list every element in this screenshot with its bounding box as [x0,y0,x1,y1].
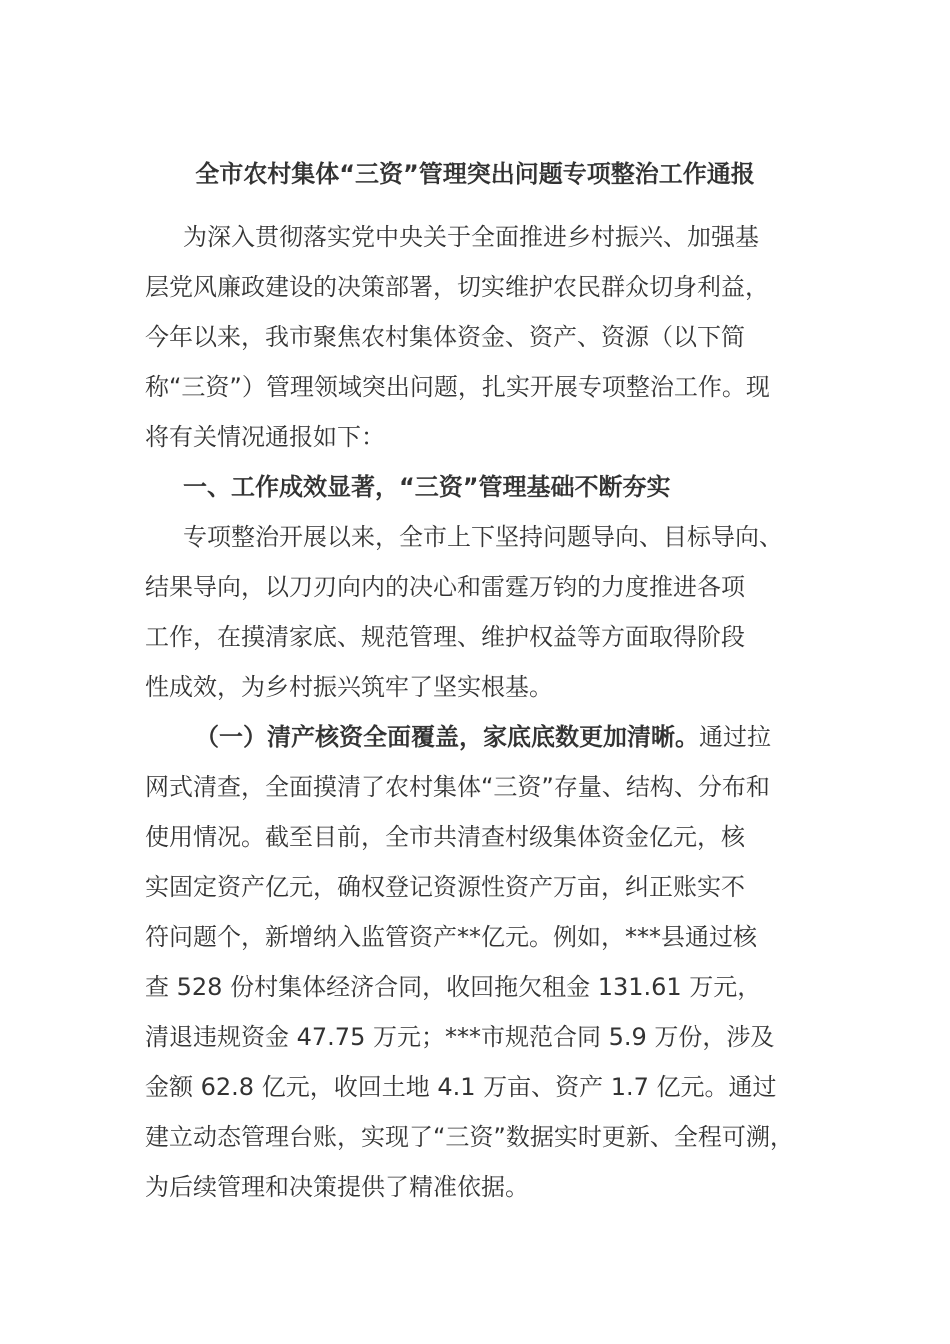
paragraph-line: 将有关情况通报如下： [145,423,385,451]
paragraph-line: 性成效，为乡村振兴筑牢了坚实根基。 [145,673,553,701]
paragraph-line: 为后续管理和决策提供了精准依据。 [145,1173,529,1201]
section-heading-text: 一、工作成效显著，“三资”管理基础不断夯实 [183,473,671,501]
subsection-paragraph [145,712,825,1212]
paragraph-line: 工作，在摸清家底、规范管理、维护权益等方面取得阶段 [145,623,745,651]
paragraph-line: 建立动态管理台账，实现了“三资”数据实时更新、全程可溯， [145,1123,794,1151]
intro-paragraph [145,212,825,462]
document-title: 全市农村集体“三资”管理突出问题专项整治工作通报 [195,160,755,188]
subsection-first-tail: 通过拉 [699,723,771,751]
paragraph-line: 实固定资产亿元，确权登记资源性资产万亩，纠正账实不 [145,873,745,901]
section-heading [145,462,825,512]
paragraph-line: 网式清查，全面摸清了农村集体“三资”存量、结构、分布和 [145,773,770,801]
section-paragraph [145,512,825,712]
paragraph-line: 查 528 份村集体经济合同，收回拖欠租金 131.61 万元， [145,973,762,1001]
paragraph-line: 结果导向，以刀刃向内的决心和雷霆万钧的力度推进各项 [145,573,745,601]
paragraph-line: 使用情况。截至目前，全市共清查村级集体资金亿元，核 [145,823,745,851]
paragraph-line: 为深入贯彻落实党中央关于全面推进乡村振兴、加强基 [183,223,759,251]
paragraph-line: 称“三资”）管理领域突出问题，扎实开展专项整治工作。现 [145,373,770,401]
paragraph-line: 今年以来，我市聚焦农村集体资金、资产、资源（以下简 [145,323,745,351]
paragraph-line: 清退违规资金 47.75 万元；***市规范合同 5.9 万份，涉及 [145,1023,775,1051]
paragraph-line: 符问题个，新增纳入监管资产**亿元。例如，***县通过核 [145,923,757,951]
paragraph-line: 层党风廉政建设的决策部署，切实维护农民群众切身利益， [145,273,769,301]
paragraph-line: 专项整治开展以来，全市上下坚持问题导向、目标导向、 [183,523,783,551]
subsection-first-line [145,712,825,762]
subsection-heading: （一）清产核资全面覆盖，家底底数更加清晰。 [195,723,699,751]
paragraph-line: 金额 62.8 亿元，收回土地 4.1 万亩、资产 1.7 亿元。通过 [145,1073,777,1101]
